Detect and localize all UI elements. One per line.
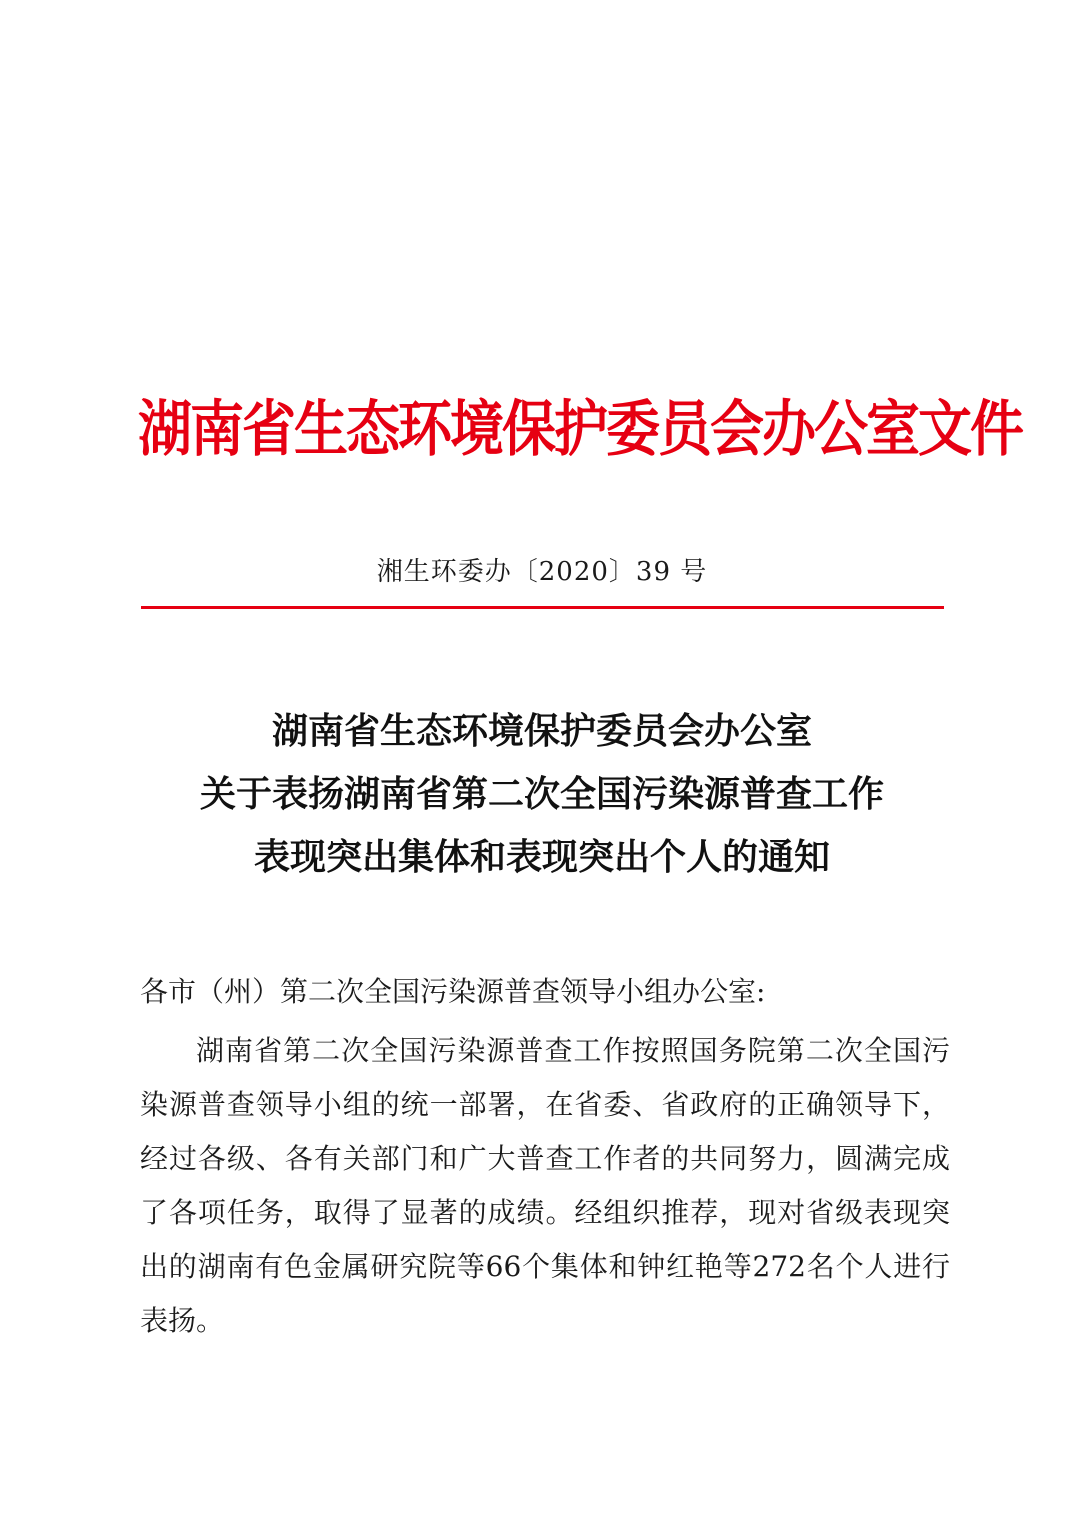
body-line: 表扬。 <box>140 1304 225 1337</box>
title-line: 湖南省生态环境保护委员会办公室 <box>271 710 812 752</box>
notice-title <box>100 700 984 889</box>
document-number: 湘生环委办〔2020〕39 号 <box>376 557 708 587</box>
title-line: 表现突出集体和表现突出个人的通知 <box>253 836 830 878</box>
body-paragraph <box>140 1024 950 1348</box>
body-line: 了各项任务，取得了显著的成绩。经组织推荐，现对省级表现突 <box>140 1196 950 1229</box>
red-separator-rule <box>141 606 944 609</box>
title-line: 关于表扬湖南省第二次全国污染源普查工作 <box>199 773 884 815</box>
body-line: 出的湖南有色金属研究院等66个集体和钟红艳等272名个人进行 <box>140 1250 950 1283</box>
body-line: 湖南省第二次全国污染源普查工作按照国务院第二次全国污 <box>196 1034 950 1067</box>
issuer-header-title: 湖南省生态环境保护委员会办公室文件 <box>138 392 1022 464</box>
body-line: 经过各级、各有关部门和广大普查工作者的共同努力，圆满完成 <box>140 1142 950 1175</box>
salutation: 各市（州）第二次全国污染源普查领导小组办公室: <box>140 975 766 1008</box>
body-line: 染源普查领导小组的统一部署，在省委、省政府的正确领导下， <box>140 1088 950 1121</box>
